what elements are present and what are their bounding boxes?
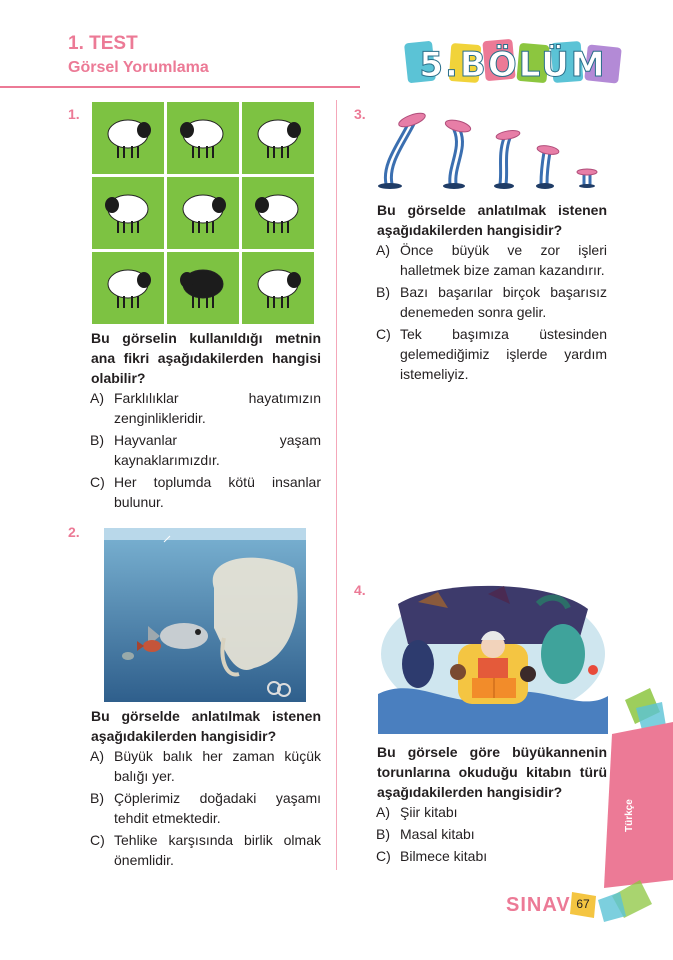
question-text: Bu görselin kullanıldığı metnin ana fikri aşağıdakilerden hangisi olabilir? [91,330,321,386]
option-text: Büyük balık her zaman küçük balığı yer. [114,748,321,784]
option-text: Çöplerimiz doğadaki yaşamı tehdit etmektedir. [114,790,321,826]
option-text: Hayvanlar yaşam kaynaklarımızdır. [114,432,321,468]
option-letter: C) [90,832,105,848]
option-letter: B) [376,284,390,300]
option-letter: A) [90,390,104,406]
option-letter: A) [90,748,104,764]
brand-logo: SINAV [506,894,571,916]
subject-tab-label: Türkçe [624,799,635,832]
option-letter: C) [376,326,391,342]
option-text: Bilmece kitabı [400,848,488,864]
test-title: 1. TEST [68,33,138,54]
option-text: Tek başımıza üstesinden gelemediğimiz işlerde yardım istemeliyiz. [400,326,607,382]
test-subtitle: Görsel Yorumlama [68,59,209,76]
question-text: Bu görsele göre büyükannenin torunlarına okuduğu kitabın türü aşağıdakilerden hangisidir? [377,744,607,800]
option-text: Önce büyük ve zor işleri halletmek bize zaman kazandırır. [400,242,607,278]
section-logo-text: 5.BÖLÜM [419,45,607,85]
option-text: Farklılıklar hayatımızın zenginlikleridir. [114,390,321,426]
option-text: Şiir kitabı [400,804,458,820]
option-letter: C) [376,848,391,864]
option-letter: A) [376,804,390,820]
option-text: Tehlike karşısında birlik olmak önemlidir. [114,832,321,868]
question-number: 3. [354,106,366,122]
option-letter: C) [90,474,105,490]
option-letter: B) [90,432,104,448]
question-number: 1. [68,106,80,122]
option-letter: B) [376,826,390,842]
question-number: 2. [68,524,80,540]
option-text: Her toplumda kötü insanlar bulunur. [114,474,321,510]
question-number: 4. [354,582,366,598]
page-number: 67 [576,897,590,911]
option-text: Bazı başarılar birçok başarısız denemeden sonra gelir. [400,284,607,320]
option-text: Masal kitabı [400,826,475,842]
question-text: Bu görselde anlatılmak istenen aşağıdakilerden hangisidir? [91,708,321,744]
option-letter: A) [376,242,390,258]
option-letter: B) [90,790,104,806]
question-text: Bu görselde anlatılmak istenen aşağıdakilerden hangisidir? [377,202,607,238]
